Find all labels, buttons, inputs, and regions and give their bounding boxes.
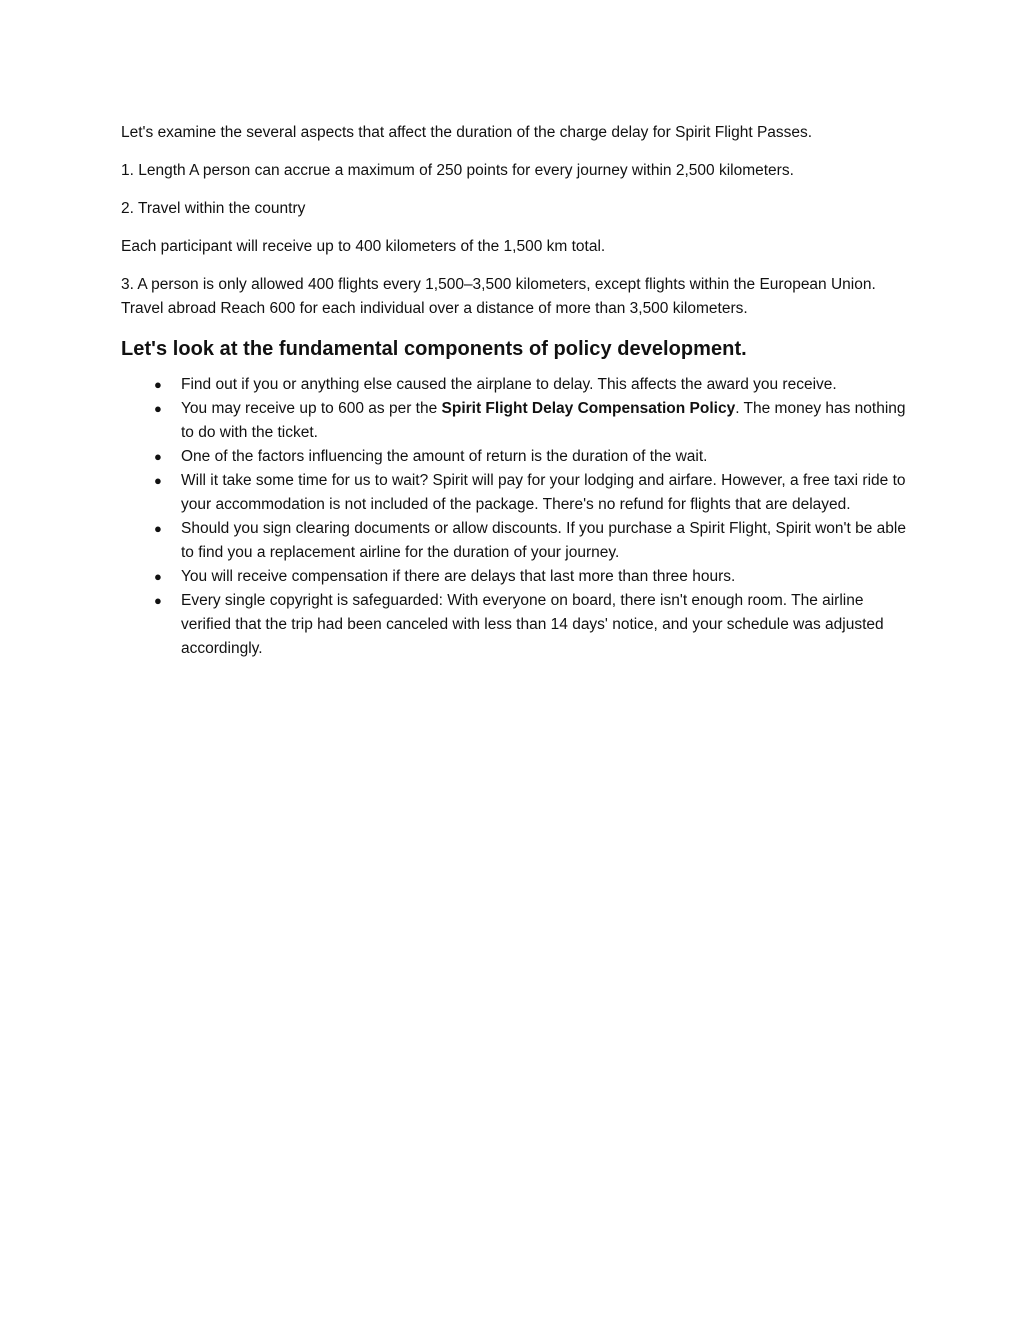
- policy-bullet-list: [121, 373, 906, 661]
- point-domestic-paragraph: 2. Travel within the country: [121, 200, 306, 217]
- document-page: [121, 121, 906, 661]
- bullet-icon: ●: [154, 473, 162, 488]
- list-item: [121, 469, 906, 517]
- bullet-icon: ●: [154, 401, 162, 416]
- list-item-text: Should you sign clearing documents or allow discounts. If you purchase a Spirit Flight, Spirit won't be able to find you a replacement airline for the duration of your journey.: [181, 520, 906, 561]
- bullet-icon: ●: [154, 449, 162, 464]
- bullet-icon: ●: [154, 521, 162, 536]
- list-item: [121, 589, 906, 661]
- point-length-paragraph: 1. Length A person can accrue a maximum of 250 points for every journey within 2,500 kilometers.: [121, 162, 794, 179]
- list-item: [121, 373, 906, 397]
- list-item-text: You will receive compensation if there are delays that last more than three hours.: [181, 568, 736, 585]
- list-item-text: One of the factors influencing the amount of return is the duration of the wait.: [181, 448, 708, 465]
- list-item-text: Will it take some time for us to wait? Spirit will pay for your lodging and airfare. However, a free taxi ride to your accommodation is not included of the package. There's no refund for flights that are delayed.: [181, 472, 906, 513]
- section-heading: Let's look at the fundamental components of policy development.: [121, 338, 747, 360]
- list-item: [121, 445, 906, 469]
- bullet-icon: ●: [154, 377, 162, 392]
- list-item-text: Find out if you or anything else caused the airplane to delay. This affects the award you receive.: [181, 376, 837, 393]
- bullet-icon: ●: [154, 593, 162, 608]
- list-item-text-after: . The money has nothing to do with the ticket.: [181, 400, 906, 441]
- intro-paragraph: Let's examine the several aspects that affect the duration of the charge delay for Spirit Flight Passes.: [121, 124, 813, 141]
- list-item: [121, 565, 906, 589]
- list-item: [121, 517, 906, 565]
- policy-name-bold: Spirit Flight Delay Compensation Policy: [441, 400, 736, 417]
- participant-paragraph: Each participant will receive up to 400 kilometers of the 1,500 km total.: [121, 238, 606, 255]
- list-item-text-before: You may receive up to 600 as per the: [181, 400, 442, 417]
- bullet-icon: ●: [154, 569, 162, 584]
- list-item: [121, 397, 906, 445]
- point-international-paragraph: 3. A person is only allowed 400 flights every 1,500–3,500 kilometers, except flights within the European Union. Travel abroad Reach 600 for each individual over a distance of more than 3,500 kilometers.: [121, 276, 876, 317]
- list-item-text: Every single copyright is safeguarded: With everyone on board, there isn't enough room. The airline verified that the trip had been canceled with less than 14 days' notice, and your schedule was adjusted accordingly.: [181, 592, 884, 657]
